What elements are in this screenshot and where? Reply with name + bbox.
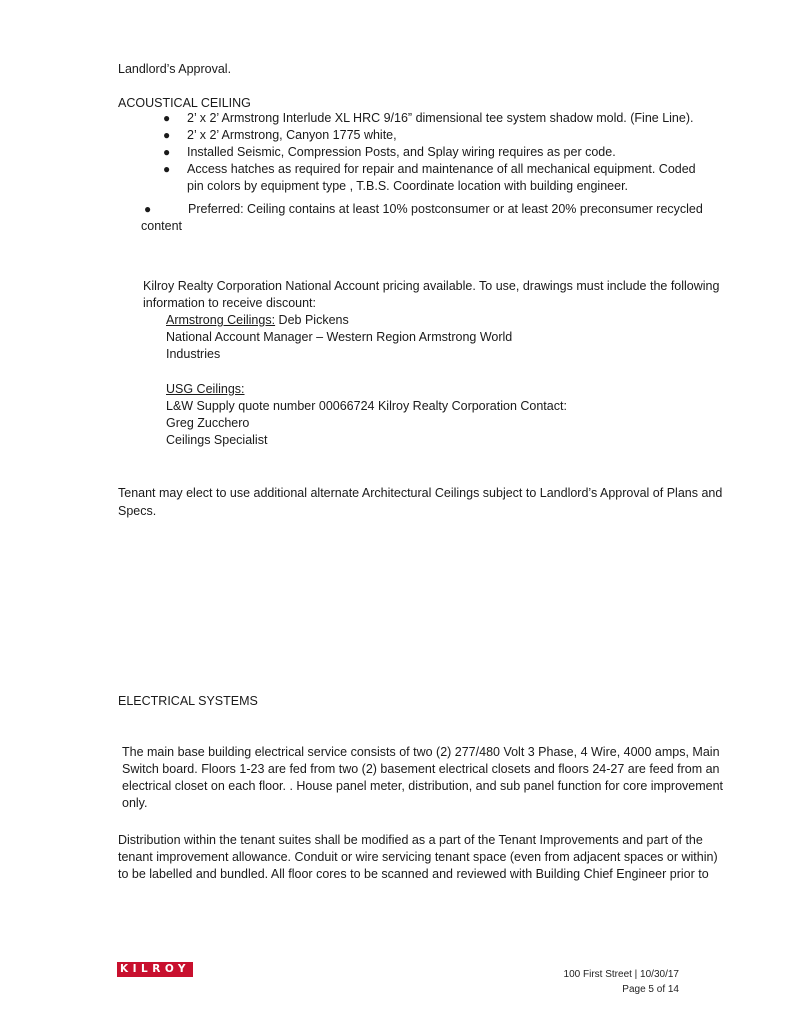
bullet-icon: ● bbox=[163, 111, 171, 125]
list-item: ● 2’ x 2’ Armstrong, Canyon 1775 white, bbox=[163, 128, 397, 142]
electrical-paragraph-1 bbox=[122, 744, 723, 812]
pricing-line-2: information to receive discount: bbox=[143, 296, 317, 310]
armstrong-contact-line bbox=[166, 312, 349, 329]
footer-page-number: Page 5 of 14 bbox=[622, 984, 679, 995]
usg-contact: Greg Zucchero bbox=[166, 416, 250, 430]
paragraph-line: only. bbox=[122, 796, 148, 810]
alternate-line-2: Specs. bbox=[118, 504, 157, 518]
acoustical-bullet-list bbox=[160, 110, 720, 195]
page-footer bbox=[564, 967, 679, 997]
list-item: ● Installed Seismic, Compression Posts, and Splay wiring requires as per code. bbox=[163, 145, 616, 159]
preferred-line: ● Preferred: Ceiling contains at least 10% postconsumer or at least 20% preconsumer recycled bbox=[144, 202, 703, 216]
bullet-icon: ● bbox=[163, 162, 171, 176]
armstrong-contact: Deb Pickens bbox=[275, 313, 349, 327]
usg-quote: L&W Supply quote number 00066724 Kilroy Realty Corporation Contact: bbox=[166, 399, 567, 413]
usg-title: Ceilings Specialist bbox=[166, 433, 268, 447]
paragraph-line: Switch board. Floors 1-23 are fed from two (2) basement electrical closets and floors 24-27 are feed from an bbox=[122, 762, 720, 776]
paragraph-line: The main base building electrical service consists of two (2) 277/480 Volt 3 Phase, 4 Wire, 4000 amps, Main bbox=[122, 745, 720, 759]
paragraph-line: to be labelled and bundled. All floor cores to be scanned and reviewed with Building Chief Engineer prior to bbox=[118, 867, 709, 881]
bullet-icon: ● bbox=[144, 202, 152, 216]
kilroy-logo: KILROY bbox=[117, 962, 193, 977]
armstrong-title-1: National Account Manager – Western Region Armstrong World bbox=[166, 330, 513, 344]
paragraph-line: Distribution within the tenant suites shall be modified as a part of the Tenant Improvements and part of the bbox=[118, 833, 703, 847]
electrical-heading: ELECTRICAL SYSTEMS bbox=[118, 694, 258, 708]
pricing-line-1: Kilroy Realty Corporation National Account pricing available. To use, drawings must include the following bbox=[143, 279, 720, 293]
armstrong-title-2: Industries bbox=[166, 347, 221, 361]
list-item: pin colors by equipment type , T.B.S. Coordinate location with building engineer. bbox=[187, 179, 629, 193]
list-item: ● 2’ x 2’ Armstrong Interlude XL HRC 9/16” dimensional tee system shadow mold. (Fine Line). bbox=[163, 111, 694, 125]
bullet-icon: ● bbox=[163, 145, 171, 159]
bullet-icon: ● bbox=[163, 128, 171, 142]
list-item: ● Access hatches as required for repair and maintenance of all mechanical equipment. Coded bbox=[163, 162, 696, 176]
alternate-line-1: Tenant may elect to use additional alternate Architectural Ceilings subject to Landlord’s Approval of Plans and bbox=[118, 486, 723, 500]
electrical-paragraph-2 bbox=[118, 832, 718, 883]
acoustical-heading: ACOUSTICAL CEILING bbox=[118, 96, 251, 110]
armstrong-label: Armstrong Ceilings: bbox=[166, 313, 276, 327]
preferred-line-cont: content bbox=[141, 219, 183, 233]
paragraph-line: tenant improvement allowance. Conduit or wire servicing tenant space (even from adjacent spaces or within) bbox=[118, 850, 718, 864]
top-line: Landlord’s Approval. bbox=[118, 62, 232, 76]
footer-address-date: 100 First Street | 10/30/17 bbox=[563, 969, 679, 980]
paragraph-line: electrical closet on each floor. . House panel meter, distribution, and sub panel function for core improvement bbox=[122, 779, 724, 793]
usg-label: USG Ceilings: bbox=[166, 382, 245, 396]
